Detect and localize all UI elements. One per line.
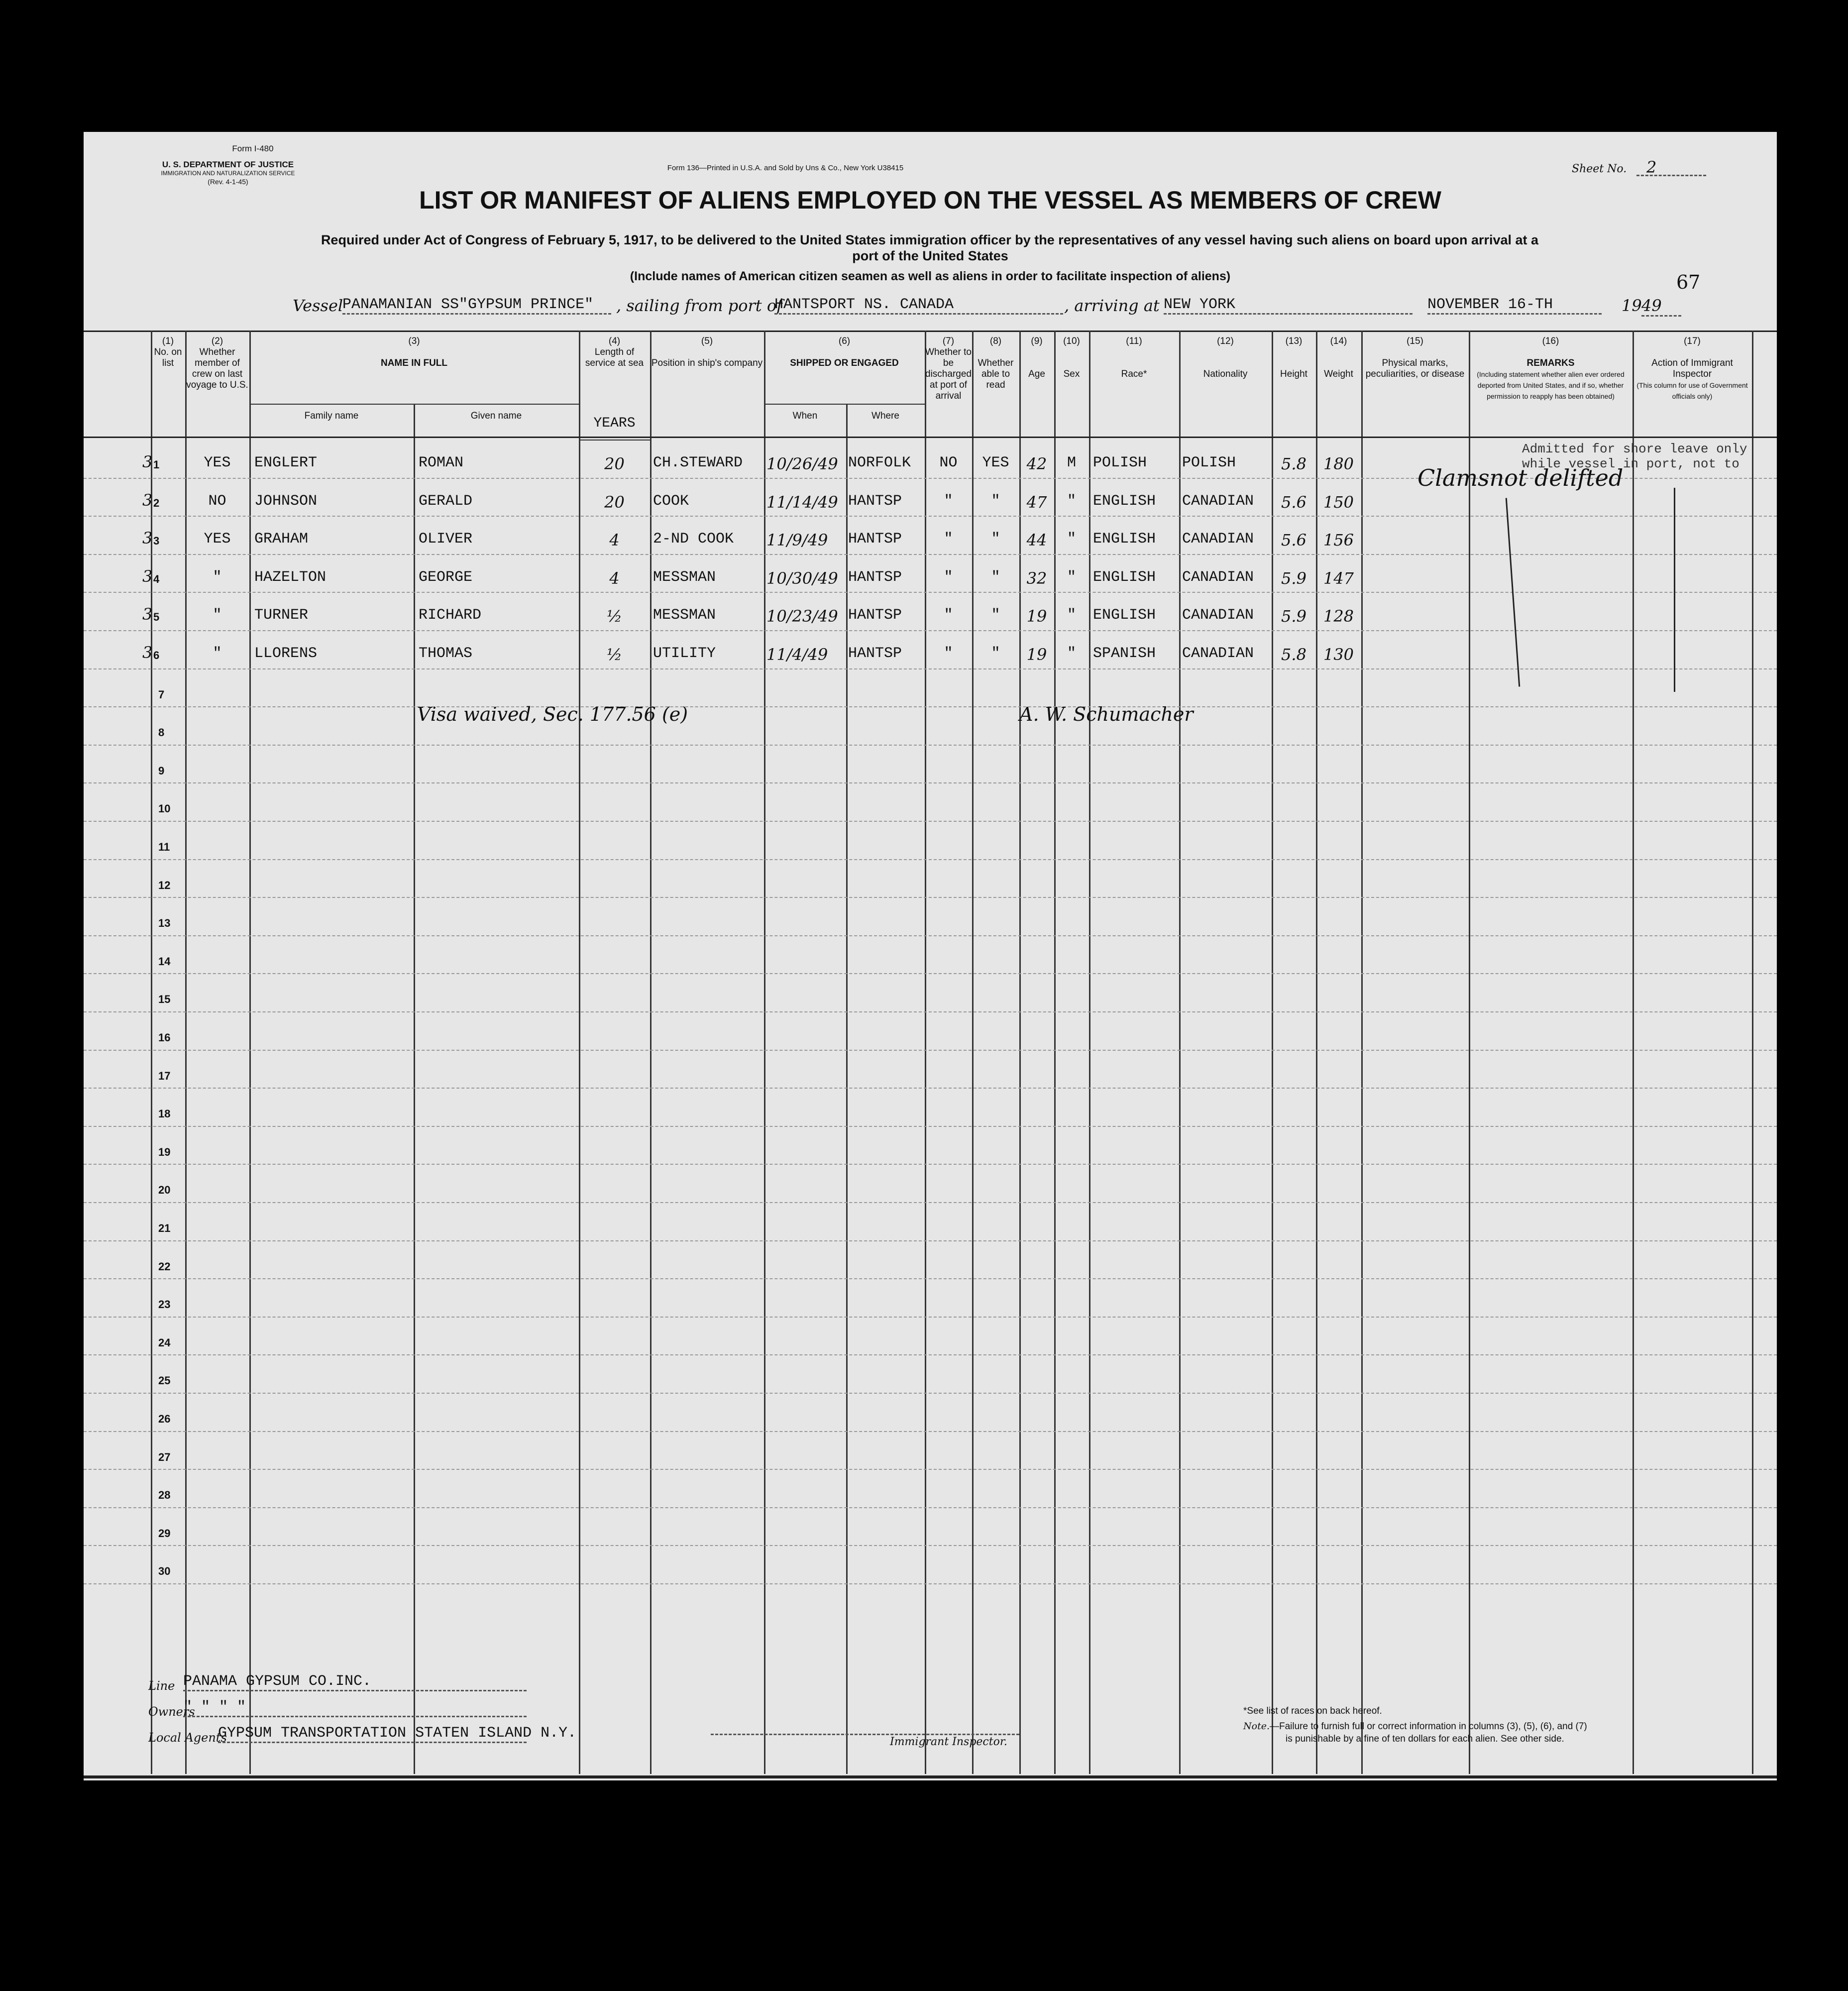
row-rule bbox=[84, 1545, 1777, 1546]
cell-sex: " bbox=[1067, 531, 1076, 548]
col10-header: Sex bbox=[1063, 369, 1080, 379]
year-suffix: 49 bbox=[1641, 296, 1681, 317]
row-prefix: 3 bbox=[142, 566, 153, 586]
col16-header: REMARKS bbox=[1526, 358, 1575, 368]
cell-discharged: " bbox=[944, 531, 953, 548]
col4-header: Length of service at sea bbox=[585, 347, 644, 368]
row-prefix: 3 bbox=[142, 529, 153, 548]
page-title: LIST OR MANIFEST OF ALIENS EMPLOYED ON THE VESSEL AS MEMBERS OF CREW bbox=[419, 186, 1441, 214]
cell-age: 44 bbox=[1026, 531, 1047, 550]
row-number: 3 bbox=[153, 535, 160, 548]
row-number: 2 bbox=[153, 496, 160, 509]
row-number: 30 bbox=[158, 1565, 171, 1578]
col14-num: (14) bbox=[1330, 336, 1347, 346]
cell-sex: " bbox=[1067, 492, 1076, 510]
cell-given-name: GEORGE bbox=[419, 568, 473, 586]
row-number: 25 bbox=[158, 1374, 171, 1387]
cell-engaged-date: 11/9/49 bbox=[766, 531, 828, 550]
cell-race: ENGLISH bbox=[1093, 531, 1156, 548]
row-number: 26 bbox=[158, 1413, 171, 1425]
col4-num: (4) bbox=[608, 336, 621, 346]
cell-nationality: CANADIAN bbox=[1182, 531, 1254, 548]
cell-weight: 150 bbox=[1323, 492, 1354, 512]
cell-ship-position: CH.STEWARD bbox=[653, 454, 743, 471]
cell-given-name: GERALD bbox=[419, 492, 473, 510]
row-number: 23 bbox=[158, 1298, 171, 1311]
cell-ship-position: COOK bbox=[653, 492, 689, 510]
remarks-stamp-line2: while vessel in port, not to bbox=[1522, 456, 1739, 471]
row-prefix: 3 bbox=[142, 490, 153, 510]
cell-discharged: NO bbox=[939, 454, 958, 471]
cell-service-years: 20 bbox=[604, 454, 625, 473]
row-rule bbox=[84, 1354, 1777, 1355]
cell-discharged: " bbox=[944, 607, 953, 624]
cell-engaged-port: HANTSP bbox=[848, 492, 902, 510]
cell-service-years: ½ bbox=[606, 645, 622, 664]
cell-ship-position: UTILITY bbox=[653, 645, 716, 662]
cell-engaged-date: 10/26/49 bbox=[766, 454, 838, 473]
row-rule bbox=[84, 630, 1777, 631]
cell-crew-last-voyage: YES bbox=[204, 531, 231, 548]
cell-able-to-read: " bbox=[991, 531, 1000, 548]
cell-given-name: RICHARD bbox=[419, 607, 482, 624]
col15-num: (15) bbox=[1407, 336, 1423, 346]
footer-line-value: PANAMA GYPSUM CO.INC. bbox=[183, 1673, 527, 1691]
cell-given-name: THOMAS bbox=[419, 645, 473, 662]
row-rule bbox=[84, 821, 1777, 822]
row-rule bbox=[84, 745, 1777, 746]
cell-sex: " bbox=[1067, 645, 1076, 662]
cell-family-name: TURNER bbox=[254, 607, 309, 624]
col12-num: (12) bbox=[1217, 336, 1234, 346]
arrival-date: NOVEMBER 16-TH bbox=[1427, 296, 1602, 315]
cell-discharged: " bbox=[944, 645, 953, 662]
vessel-label: Vessel bbox=[293, 296, 343, 315]
row-rule bbox=[84, 1164, 1777, 1165]
row-number: 13 bbox=[158, 917, 171, 930]
row-number: 28 bbox=[158, 1489, 171, 1502]
row-rule bbox=[84, 1050, 1777, 1051]
cell-weight: 180 bbox=[1323, 454, 1354, 473]
cell-race: ENGLISH bbox=[1093, 492, 1156, 510]
remarks-handwritten: Clamsnot delifted bbox=[1417, 464, 1624, 491]
cell-race: POLISH bbox=[1093, 454, 1147, 471]
vessel-name: PANAMANIAN SS"GYPSUM PRINCE" bbox=[342, 296, 611, 315]
row-number: 29 bbox=[158, 1527, 171, 1540]
row-number: 7 bbox=[158, 688, 165, 701]
cell-height: 5.8 bbox=[1281, 645, 1306, 664]
cell-service-years: ½ bbox=[606, 607, 622, 626]
col2-header: Whether member of crew on last voyage to U.S. bbox=[186, 347, 248, 390]
row-number: 9 bbox=[158, 764, 165, 777]
row-rule bbox=[84, 935, 1777, 936]
cell-height: 5.9 bbox=[1281, 607, 1306, 626]
cell-nationality: POLISH bbox=[1182, 454, 1236, 471]
cell-service-years: 4 bbox=[609, 568, 620, 588]
cell-race: ENGLISH bbox=[1093, 607, 1156, 624]
cell-height: 5.6 bbox=[1281, 531, 1306, 550]
col8-header: Whether able to read bbox=[978, 358, 1014, 390]
footer-owners-label: Owners bbox=[148, 1705, 195, 1719]
row-rule bbox=[84, 1469, 1777, 1470]
cell-ship-position: MESSMAN bbox=[653, 568, 716, 586]
cell-engaged-port: HANTSP bbox=[848, 645, 902, 662]
fine-note-line1 bbox=[1243, 1721, 1587, 1732]
cell-sex: " bbox=[1067, 568, 1076, 586]
cell-able-to-read: " bbox=[991, 607, 1000, 624]
cell-age: 42 bbox=[1026, 454, 1047, 473]
col13-header: Height bbox=[1280, 369, 1307, 379]
col3-num: (3) bbox=[408, 336, 420, 346]
col5-num: (5) bbox=[701, 336, 713, 346]
row-number: 21 bbox=[158, 1222, 171, 1234]
cell-able-to-read: " bbox=[991, 645, 1000, 662]
year-prefix: 19 bbox=[1622, 296, 1642, 315]
cell-height: 5.6 bbox=[1281, 492, 1306, 512]
col11-header: Race* bbox=[1121, 369, 1147, 379]
cell-nationality: CANADIAN bbox=[1182, 645, 1254, 662]
col14-header: Weight bbox=[1324, 369, 1353, 379]
col9-num: (9) bbox=[1031, 336, 1043, 346]
cell-age: 32 bbox=[1026, 568, 1047, 588]
col17-header: Action of Immigrant Inspector bbox=[1651, 358, 1733, 379]
page-number: 67 bbox=[1676, 271, 1701, 293]
row-rule bbox=[84, 1317, 1777, 1318]
col2-num: (2) bbox=[211, 336, 223, 346]
cell-family-name: LLORENS bbox=[254, 645, 318, 662]
cell-weight: 156 bbox=[1323, 531, 1354, 550]
footer-line-label: Line bbox=[148, 1679, 175, 1693]
cell-service-years: 20 bbox=[604, 492, 625, 512]
col10-num: (10) bbox=[1063, 336, 1080, 346]
cell-nationality: CANADIAN bbox=[1182, 492, 1254, 510]
manifest-sheet bbox=[84, 132, 1777, 1780]
row-rule bbox=[84, 1240, 1777, 1241]
cell-given-name: OLIVER bbox=[419, 531, 473, 548]
cell-sex: M bbox=[1067, 454, 1076, 471]
row7-note: Visa waived, Sec. 177.56 (e) bbox=[417, 703, 688, 725]
col16-note: (Including statement whether alien ever ordered deported from United States, and if so, whether permission to reapply has been obtained) bbox=[1477, 370, 1625, 400]
cell-race: SPANISH bbox=[1093, 645, 1156, 662]
cell-weight: 130 bbox=[1323, 645, 1354, 664]
col13-num: (13) bbox=[1285, 336, 1303, 346]
row-rule bbox=[84, 1507, 1777, 1508]
col15-header: Physical marks, peculiarities, or disease bbox=[1365, 358, 1465, 379]
cell-able-to-read: " bbox=[991, 492, 1000, 510]
cell-engaged-date: 10/23/49 bbox=[766, 607, 838, 626]
form-number: Form I-480 bbox=[232, 144, 274, 153]
row-rule bbox=[84, 1126, 1777, 1127]
row-number: 16 bbox=[158, 1031, 171, 1044]
col16-num: (16) bbox=[1542, 336, 1559, 346]
cell-crew-last-voyage: " bbox=[213, 645, 222, 662]
cell-engaged-date: 11/4/49 bbox=[766, 645, 828, 664]
fine-note-text: —Failure to furnish full or correct information in columns (3), (5), (6), and (7) bbox=[1269, 1721, 1587, 1732]
row-rule bbox=[84, 1088, 1777, 1089]
printer-note: Form 136—Printed in U.S.A. and Sold by Uns & Co., New York U38415 bbox=[667, 164, 904, 172]
cell-height: 5.9 bbox=[1281, 568, 1306, 588]
service-name: IMMIGRATION AND NATURALIZATION SERVICE bbox=[161, 170, 295, 177]
row-number: 20 bbox=[158, 1184, 171, 1197]
row-number: 18 bbox=[158, 1107, 171, 1120]
row-prefix: 3 bbox=[142, 605, 153, 624]
cell-able-to-read: YES bbox=[982, 454, 1009, 471]
col17-num: (17) bbox=[1684, 336, 1701, 346]
col6-num: (6) bbox=[838, 336, 851, 346]
col3a-header: Family name bbox=[304, 411, 359, 421]
inspector-signature-line bbox=[711, 1724, 1019, 1735]
row-rule bbox=[84, 706, 1777, 707]
cell-crew-last-voyage: YES bbox=[204, 454, 231, 471]
row-prefix: 3 bbox=[142, 452, 153, 471]
cell-age: 19 bbox=[1026, 645, 1047, 664]
cell-family-name: JOHNSON bbox=[254, 492, 318, 510]
fine-note-line2: is punishable by a fine of ten dollars for each alien. See other side. bbox=[1286, 1734, 1564, 1744]
row-number: 11 bbox=[158, 841, 170, 853]
arriving-label: , arriving at bbox=[1064, 296, 1160, 315]
row-number: 14 bbox=[158, 955, 171, 968]
row7-signature: A. W. Schumacher bbox=[1019, 703, 1194, 725]
row-rule bbox=[84, 897, 1777, 898]
cell-ship-position: MESSMAN bbox=[653, 607, 716, 624]
cell-engaged-date: 10/30/49 bbox=[766, 568, 838, 588]
row-number: 27 bbox=[158, 1450, 171, 1463]
port-from: HANTSPORT NS. CANADA bbox=[774, 296, 1063, 315]
footer-agents-label: Local Agents bbox=[148, 1731, 227, 1745]
sheet-number-field bbox=[1636, 158, 1706, 176]
cell-crew-last-voyage: " bbox=[213, 607, 222, 624]
row-rule bbox=[84, 554, 1777, 555]
row-rule bbox=[84, 973, 1777, 974]
cell-discharged: " bbox=[944, 568, 953, 586]
row-number: 17 bbox=[158, 1069, 171, 1082]
footer-agents-value: GYPSUM TRANSPORTATION STATEN ISLAND N.Y. bbox=[218, 1725, 527, 1743]
col7-num: (7) bbox=[942, 336, 955, 346]
cell-able-to-read: " bbox=[991, 568, 1000, 586]
col6-header: SHIPPED OR ENGAGED bbox=[790, 358, 899, 368]
cell-sex: " bbox=[1067, 607, 1076, 624]
cell-engaged-port: HANTSP bbox=[848, 531, 902, 548]
manifest-table bbox=[84, 331, 1777, 1778]
remarks-bracket-right bbox=[1674, 488, 1675, 692]
row-number: 19 bbox=[158, 1145, 171, 1158]
col17-note: (This column for use of Government officials only) bbox=[1636, 381, 1748, 400]
col5-header: Position in ship's company bbox=[651, 358, 763, 368]
row-number: 1 bbox=[153, 458, 160, 471]
cell-given-name: ROMAN bbox=[419, 454, 464, 471]
remarks-stamp-line1: Admitted for shore leave only bbox=[1522, 442, 1747, 456]
cell-engaged-port: HANTSP bbox=[848, 607, 902, 624]
row-number: 5 bbox=[153, 611, 160, 624]
cell-nationality: CANADIAN bbox=[1182, 568, 1254, 586]
cell-age: 19 bbox=[1026, 607, 1047, 626]
cell-engaged-port: HANTSP bbox=[848, 568, 902, 586]
note-label: Note. bbox=[1243, 1721, 1270, 1732]
cell-weight: 128 bbox=[1323, 607, 1354, 626]
row-rule bbox=[84, 668, 1777, 669]
form-revision: (Rev. 4-1-45) bbox=[208, 178, 248, 186]
cell-engaged-date: 11/14/49 bbox=[766, 492, 838, 512]
cell-height: 5.8 bbox=[1281, 454, 1306, 473]
row-number: 4 bbox=[153, 572, 160, 585]
row-rule bbox=[84, 1431, 1777, 1432]
subtitle-note: (Include names of American citizen seamen as well as aliens in order to facilitate inspection of aliens) bbox=[630, 269, 1231, 283]
row-number: 12 bbox=[158, 879, 171, 891]
cell-crew-last-voyage: " bbox=[213, 568, 222, 586]
subtitle-line1: Required under Act of Congress of February 5, 1917, to be delivered to the United States immigration officer by the representatives of any vessel having such aliens on board upon arrival at a bbox=[321, 232, 1539, 247]
sheet-label: Sheet No. bbox=[1572, 163, 1627, 175]
cell-nationality: CANADIAN bbox=[1182, 607, 1254, 624]
col8-num: (8) bbox=[989, 336, 1002, 346]
inspector-label: Immigrant Inspector. bbox=[890, 1736, 1007, 1748]
col6b-header: Where bbox=[871, 411, 899, 421]
col9-header: Age bbox=[1028, 369, 1045, 379]
cell-family-name: ENGLERT bbox=[254, 454, 318, 471]
row-rule bbox=[84, 1278, 1777, 1279]
cell-family-name: GRAHAM bbox=[254, 531, 309, 548]
cell-ship-position: 2-ND COOK bbox=[653, 531, 734, 548]
cell-family-name: HAZELTON bbox=[254, 568, 326, 586]
row-rule bbox=[84, 1202, 1777, 1203]
row-rule bbox=[84, 1011, 1777, 1012]
sheet-number: 2 bbox=[1646, 158, 1657, 177]
col3b-header: Given name bbox=[470, 411, 522, 421]
races-note: *See list of races on back hereof. bbox=[1243, 1706, 1382, 1716]
sailing-label: , sailing from port of bbox=[616, 296, 782, 315]
cell-crew-last-voyage: NO bbox=[208, 492, 226, 510]
department-name: U. S. DEPARTMENT OF JUSTICE bbox=[162, 160, 294, 169]
row-rule bbox=[84, 592, 1777, 593]
row-rule bbox=[84, 859, 1777, 860]
col1-num: (1) bbox=[162, 336, 174, 346]
cell-discharged: " bbox=[944, 492, 953, 510]
col3-header: NAME IN FULL bbox=[380, 358, 448, 368]
col4-unit: YEARS bbox=[593, 416, 636, 431]
col12-header: Nationality bbox=[1203, 369, 1248, 379]
footer-owners-value: " " " " bbox=[183, 1699, 527, 1717]
row-number: 24 bbox=[158, 1336, 171, 1349]
row-number: 10 bbox=[158, 802, 171, 815]
row-number: 8 bbox=[158, 726, 165, 739]
col11-num: (11) bbox=[1126, 336, 1142, 346]
port-to: NEW YORK bbox=[1164, 296, 1413, 315]
cell-engaged-port: NORFOLK bbox=[848, 454, 911, 471]
cell-age: 47 bbox=[1026, 492, 1047, 512]
subtitle-line2: port of the United States bbox=[852, 248, 1008, 263]
col1-header: No. on list bbox=[154, 347, 182, 368]
row-rule bbox=[84, 516, 1777, 517]
cell-weight: 147 bbox=[1323, 568, 1354, 588]
row-rule bbox=[84, 1583, 1777, 1584]
row-number: 6 bbox=[153, 649, 160, 662]
row-number: 15 bbox=[158, 993, 171, 1006]
row-prefix: 3 bbox=[142, 643, 153, 662]
col7-header: Whether to be discharged at port of arrival bbox=[925, 347, 972, 401]
col6a-header: When bbox=[792, 411, 818, 421]
row-rule bbox=[84, 782, 1777, 783]
row-rule bbox=[84, 1393, 1777, 1394]
cell-service-years: 4 bbox=[609, 531, 620, 550]
cell-race: ENGLISH bbox=[1093, 568, 1156, 586]
row-number: 22 bbox=[158, 1260, 171, 1273]
